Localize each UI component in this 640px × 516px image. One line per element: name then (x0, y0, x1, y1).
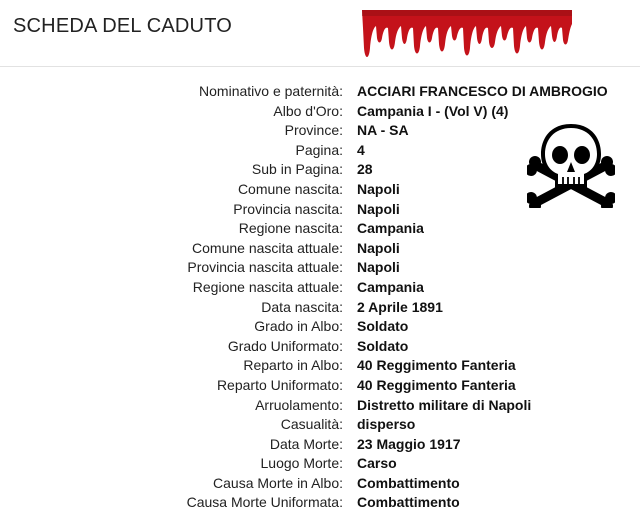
field-value: 23 Maggio 1917 (357, 435, 461, 452)
field-value: disperso (357, 416, 416, 433)
record-row (0, 415, 640, 435)
record-row (0, 258, 640, 278)
record-row (0, 317, 640, 337)
record-row (0, 435, 640, 455)
field-label: Reparto in Albo: (243, 357, 343, 374)
field-value: ACCIARI FRANCESCO DI AMBROGIO (357, 83, 608, 99)
field-value: 4 (357, 141, 365, 158)
record-row (0, 454, 640, 474)
field-label: Data Morte: (269, 435, 343, 452)
field-value: Distretto militare di Napoli (357, 396, 532, 413)
record-row (0, 337, 640, 357)
record-row (0, 356, 640, 376)
field-label: Causa Morte Uniformata: (186, 494, 343, 511)
record-row (0, 141, 640, 161)
record-row (0, 396, 640, 416)
field-label: Provincia nascita attuale: (187, 259, 343, 276)
field-label: Data nascita: (261, 298, 343, 315)
page-header (0, 0, 640, 67)
field-label: Nominativo e paternità: (199, 83, 343, 99)
field-label: Grado Uniformato: (227, 337, 343, 354)
record-row (0, 239, 640, 259)
field-label: Arruolamento: (255, 396, 343, 413)
field-label: Comune nascita attuale: (192, 239, 343, 256)
field-label: Regione nascita attuale: (192, 278, 343, 295)
field-label: Comune nascita: (237, 180, 343, 197)
field-value: Campania I - (Vol V) (4) (357, 102, 509, 119)
field-label: Pagina: (295, 141, 343, 158)
record-row (0, 82, 640, 102)
field-value: Napoli (357, 180, 400, 197)
field-label: Casualità: (280, 416, 343, 433)
record-row (0, 278, 640, 298)
record-row (0, 160, 640, 180)
record-row (0, 102, 640, 122)
field-value: Napoli (357, 239, 400, 256)
field-value: 40 Reggimento Fanteria (357, 376, 516, 393)
record-row (0, 298, 640, 318)
field-value: Campania (357, 278, 424, 295)
field-value: 2 Aprile 1891 (357, 298, 443, 315)
field-value: Napoli (357, 259, 400, 276)
field-label: Reparto Uniformato: (216, 376, 343, 393)
field-value: 40 Reggimento Fanteria (357, 357, 516, 374)
field-value: Campania (357, 220, 424, 237)
field-label: Grado in Albo: (254, 318, 343, 335)
field-label: Sub in Pagina: (251, 161, 343, 178)
field-label: Province: (284, 122, 343, 139)
record-row (0, 180, 640, 200)
field-value: Combattimento (357, 474, 460, 491)
record-table (0, 82, 640, 513)
field-label: Provincia nascita: (233, 200, 343, 217)
blood-drip-icon (358, 6, 576, 70)
field-label: Luogo Morte: (260, 455, 343, 472)
page-title: SCHEDA DEL CADUTO (13, 15, 233, 37)
field-value: Napoli (357, 200, 400, 217)
field-value: Soldato (357, 318, 409, 335)
record-row (0, 219, 640, 239)
record-row (0, 121, 640, 141)
field-value: Carso (357, 455, 397, 472)
record-row (0, 200, 640, 220)
record-row (0, 493, 640, 513)
field-value: Soldato (357, 337, 409, 354)
record-row (0, 474, 640, 494)
record-row (0, 376, 640, 396)
field-value: 28 (357, 161, 373, 178)
field-label: Causa Morte in Albo: (213, 474, 343, 491)
field-value: NA - SA (357, 122, 409, 139)
field-value: Combattimento (357, 494, 460, 511)
field-label: Regione nascita: (238, 220, 343, 237)
field-label: Albo d'Oro: (273, 102, 343, 119)
